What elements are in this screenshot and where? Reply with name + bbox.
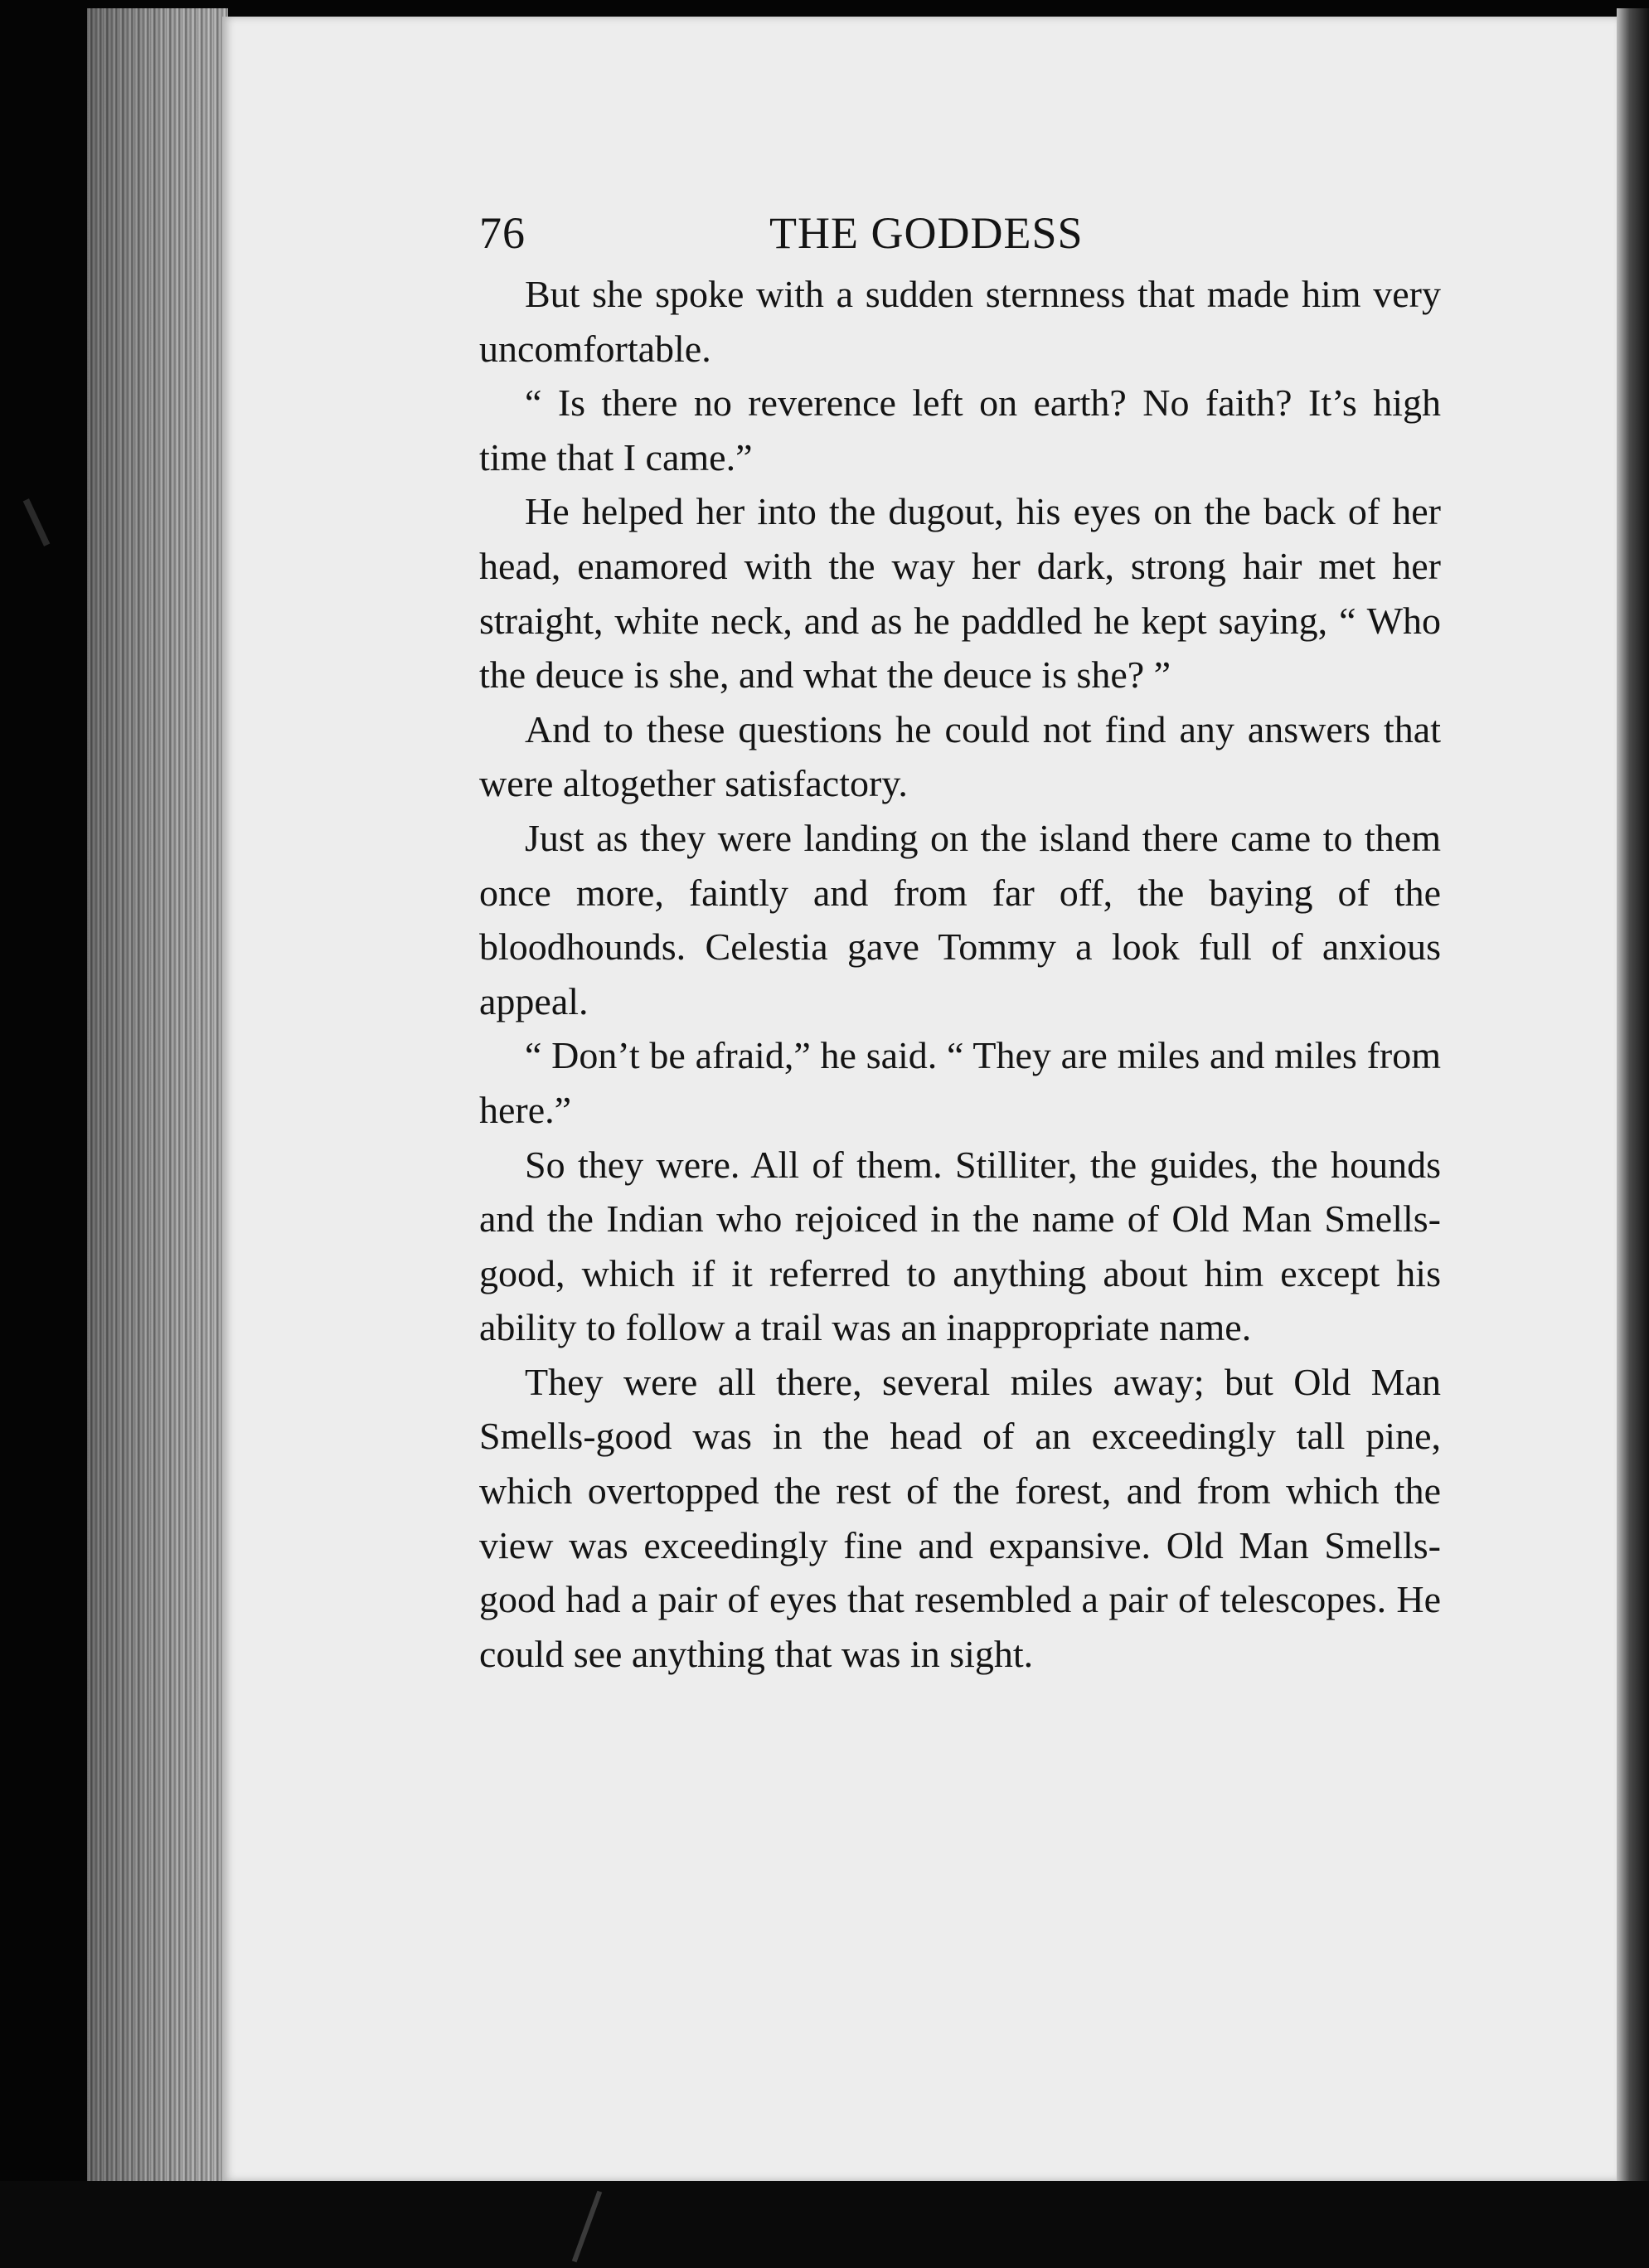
running-head-title: THE GODDESS	[769, 208, 1084, 258]
paragraph: Just as they were landing on the island there came to them once more, faintly and from far off, the baying of the bloodhounds. Celestia gave Tommy a look full of anxious appeal.	[479, 816, 1441, 1022]
paragraph: “ Is there no reverence left on earth? No faith? It’s high time that I came.”	[479, 381, 1441, 478]
page-number: 76	[479, 208, 526, 258]
paragraph: But she spoke with a sudden sternness that made him very uncomfortable.	[479, 273, 1441, 370]
paragraph: “ Don’t be afraid,” he said. “ They are miles and miles from here.”	[479, 1034, 1441, 1131]
paragraph: And to these questions he could not find any answers that were altogether satisfactory.	[479, 707, 1441, 805]
page-text-block	[479, 192, 1441, 1681]
body-text	[479, 267, 1441, 1681]
paragraph: They were all there, several miles away; but Old Man Smells-good was in the head of an exceedingly tall pine, which overtopped the rest of the forest, and from which the view was exceedingly fine and expansive. Old Man Smells-good had a pair of eyes that resembled a pair of telescopes. He could see anything that was in sight.	[479, 1360, 1441, 1675]
page-edges-shadow	[87, 8, 228, 2181]
right-page-edge	[1617, 8, 1649, 2268]
paragraph: So they were. All of them. Stilliter, the guides, the hounds and the Indian who rejoiced in the name of Old Man Smells-good, which if it referred to anything about him except his ability to follow a trail was an inappropriate name.	[479, 1143, 1441, 1349]
paragraph: He helped her into the dugout, his eyes on the back of her head, enamored with the way her dark, strong hair met her straight, white neck, and as he paddled he kept saying, “ Who the deuce is she, and what the deuce is she? ”	[479, 490, 1441, 697]
scan-bottom-band	[0, 2181, 1649, 2268]
running-head	[479, 192, 1441, 267]
